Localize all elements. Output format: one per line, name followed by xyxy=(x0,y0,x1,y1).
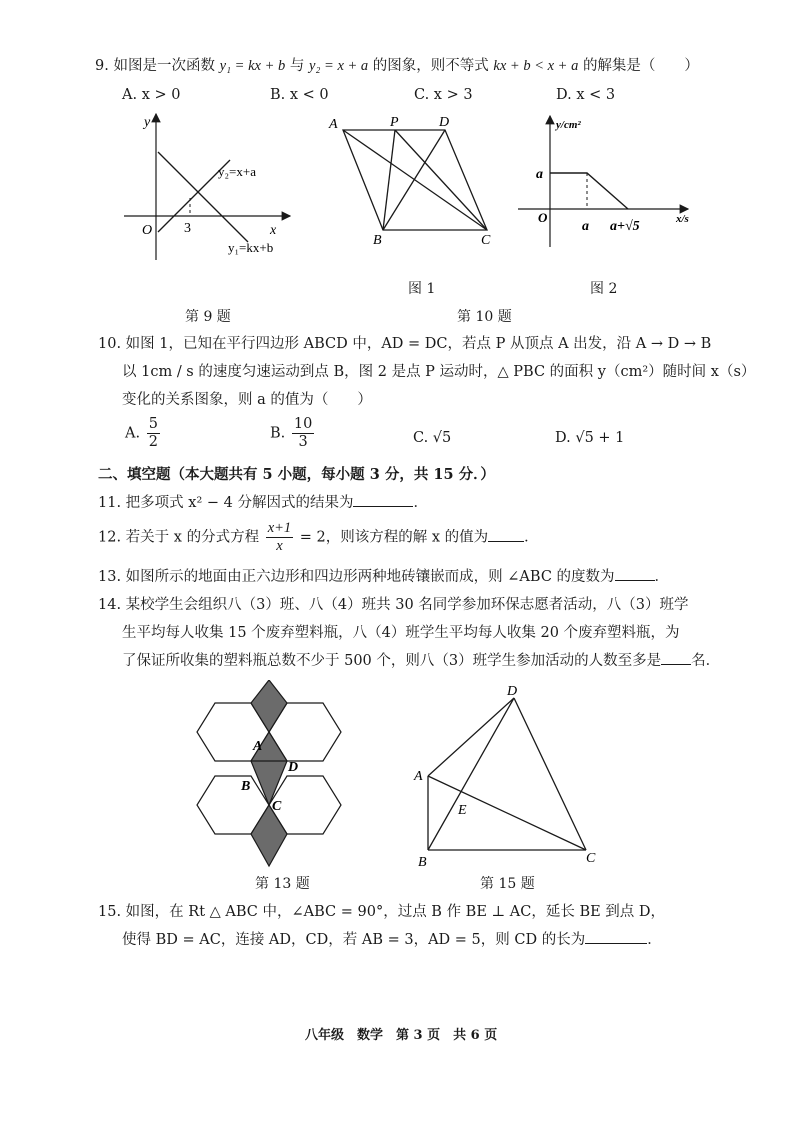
q15-figure-caption: 第 15 题 xyxy=(480,876,535,892)
q10-option-d: D. √5 + 1 xyxy=(555,430,625,446)
q10-option-c: C. √5 xyxy=(413,430,452,446)
q15-segment-ac xyxy=(428,776,586,850)
q11 xyxy=(98,489,428,517)
q10-label-b: B xyxy=(373,233,382,248)
q10-label-a: A xyxy=(329,117,338,132)
q12-denominator: x xyxy=(276,538,283,554)
q14-line-1: 14. 某校学生会组织八（3）班、八（4）班共 30 名同学参加环保志愿者活动，八（3）班学 xyxy=(98,597,689,613)
q10-caption: 第 10 题 xyxy=(457,309,512,325)
q10-option-a-label: A. xyxy=(125,425,141,442)
q15-line-1: 15. 如图，在 Rt △ ABC 中，∠ABC = 90°，过点 B 作 BE ⊥ AC，延长 BE 到点 D， xyxy=(98,904,666,920)
q12-post: = 2，则该方程的解 x 的值为 xyxy=(299,529,489,546)
q10-label-c: C xyxy=(481,233,491,248)
q13-label-d: D xyxy=(288,760,299,775)
q14-line-3 xyxy=(122,647,720,675)
q9-caption: 第 9 题 xyxy=(185,309,231,325)
q10-option-b xyxy=(270,416,316,451)
q13-rhombi xyxy=(251,680,287,866)
page-footer: 八年级 数学 第 3 页 共 6 页 xyxy=(305,1028,498,1043)
q10-option-b-label: B. xyxy=(270,425,286,442)
q14-answer-blank[interactable] xyxy=(661,650,691,665)
q15-end: ． xyxy=(647,932,662,948)
q9-stem-b: 与 xyxy=(289,58,305,74)
q15-label-d: D xyxy=(507,684,518,699)
q10-segment-pc xyxy=(395,130,487,230)
q10-fig2-a-plus-root5: a+√5 xyxy=(610,219,640,234)
q10-option-a-numerator: 5 xyxy=(148,416,158,432)
q10-area-graph xyxy=(550,173,628,209)
q10-figure-2 xyxy=(512,112,702,252)
q9-option-d: D. x < 3 xyxy=(556,87,616,103)
q11-end: ． xyxy=(413,495,428,511)
q11-answer-blank[interactable] xyxy=(353,492,413,507)
q10-fig2-a-x: a xyxy=(582,219,589,234)
q9-line-y2-label: y₂=x+a xyxy=(218,164,256,179)
q9-option-c: C. x > 3 xyxy=(414,87,473,103)
q15-segment-ad xyxy=(428,698,514,776)
q10-segment-pb xyxy=(383,130,395,230)
q13-answer-blank[interactable] xyxy=(615,566,655,581)
q9-eq1: y₁ = kx + b xyxy=(219,58,286,74)
q10-figure-2-caption: 图 2 xyxy=(590,281,618,297)
q10-option-b-numerator: 10 xyxy=(293,416,313,432)
q13-label-c: C xyxy=(272,799,282,814)
q10-fig2-origin: O xyxy=(538,210,548,225)
q10-option-a-denominator: 2 xyxy=(148,434,158,450)
q10-figure-1-caption: 图 1 xyxy=(408,281,436,297)
q10-label-p: P xyxy=(390,115,399,130)
q12-answer-blank[interactable] xyxy=(488,527,524,542)
q11-text: 11. 把多项式 x² − 4 分解因式的结果为 xyxy=(98,495,354,511)
q9-stem xyxy=(95,52,699,80)
q9-x-label: x xyxy=(270,223,277,238)
q9-option-a: A. x > 0 xyxy=(122,87,181,103)
q12-numerator: x+1 xyxy=(267,520,292,536)
q9-stem-c: 的图象，则不等式 xyxy=(372,58,489,74)
q12 xyxy=(98,520,539,555)
q15-segment-cd xyxy=(514,698,586,850)
q10-line-3: 变化的关系图象，则 a 的值为（ ） xyxy=(122,392,372,408)
q15-triangle-figure xyxy=(410,680,610,870)
q15-label-e: E xyxy=(458,803,467,818)
q9-tick-3: 3 xyxy=(184,221,191,236)
q13 xyxy=(98,563,669,591)
q9-stem-d: 的解集是（ ） xyxy=(582,58,699,74)
q15-label-c: C xyxy=(586,851,596,866)
q15-line-2-text: 使得 BD = AC，连接 AD，CD，若 AB = 3，AD = 5，则 CD 的长为 xyxy=(122,932,586,948)
q13-text: 13. 如图所示的地面由正六边形和四边形两种地砖镶嵌而成，则 ∠ABC 的度数为 xyxy=(98,569,615,585)
q13-rhombus-top xyxy=(251,680,287,732)
q9-line-y1-label: y₁=kx+b xyxy=(228,240,274,255)
q10-label-d: D xyxy=(439,115,450,130)
q10-fig2-a-y: a xyxy=(536,167,543,182)
q10-fig2-y-label: y/cm² xyxy=(556,119,581,131)
q15-answer-blank[interactable] xyxy=(585,929,647,944)
q13-end: ． xyxy=(654,569,670,585)
q10-option-b-denominator: 3 xyxy=(298,434,308,450)
q10-option-b-fraction xyxy=(292,416,314,451)
section-2-title: 二、填空题（本大题共有 5 小题，每小题 3 分，共 15 分．） xyxy=(98,466,495,483)
q9-option-b: B. x < 0 xyxy=(270,87,329,103)
q13-label-b: B xyxy=(241,779,251,794)
q13-caption: 第 13 题 xyxy=(255,876,310,892)
q9-eq2: y₂ = x + a xyxy=(308,58,369,74)
q10-option-a xyxy=(125,416,162,451)
q15-label-b: B xyxy=(418,855,427,870)
q12-end: ． xyxy=(524,529,539,546)
q10-fig2-x-label: x/s xyxy=(676,213,689,225)
q9-origin-label: O xyxy=(142,223,153,238)
q13-tiling-figure xyxy=(195,680,355,870)
q10-option-a-fraction xyxy=(147,416,160,451)
q15-label-a: A xyxy=(414,769,423,784)
q9-stem-a: 9. 如图是一次函数 xyxy=(95,58,215,74)
q9-y-label: y xyxy=(144,115,151,130)
q15-segment-bd xyxy=(428,698,514,850)
q13-label-a: A xyxy=(253,739,263,754)
q10-figure-1 xyxy=(325,110,505,250)
q14-end: 名． xyxy=(691,653,721,669)
q9-graph-figure xyxy=(118,110,298,270)
q13-rhombus-bottom xyxy=(251,805,287,866)
q14-line-2: 生平均每人收集 15 个废弃塑料瓶，八（4）班学生平均每人收集 20 个废弃塑料瓶，为 xyxy=(122,625,680,641)
q14-line-3-text: 了保证所收集的塑料瓶总数不少于 500 个，则八（3）班学生参加活动的人数至多是 xyxy=(122,653,662,669)
q10-line-2: 以 1cm / s 的速度匀速运动到点 B，图 2 是点 P 运动时，△ PBC 的面积 y（cm²）随时间 x（s） xyxy=(122,364,756,380)
q12-fraction xyxy=(266,520,293,555)
q12-pre: 12. 若关于 x 的分式方程 xyxy=(98,529,260,546)
q10-line-1: 10. 如图 1，已知在平行四边形 ABCD 中，AD = DC，若点 P 从顶点 A 出发，沿 A → D → B xyxy=(98,336,712,352)
q9-inequality: kx + b < x + a xyxy=(493,58,579,74)
q15-line-2 xyxy=(122,926,662,954)
